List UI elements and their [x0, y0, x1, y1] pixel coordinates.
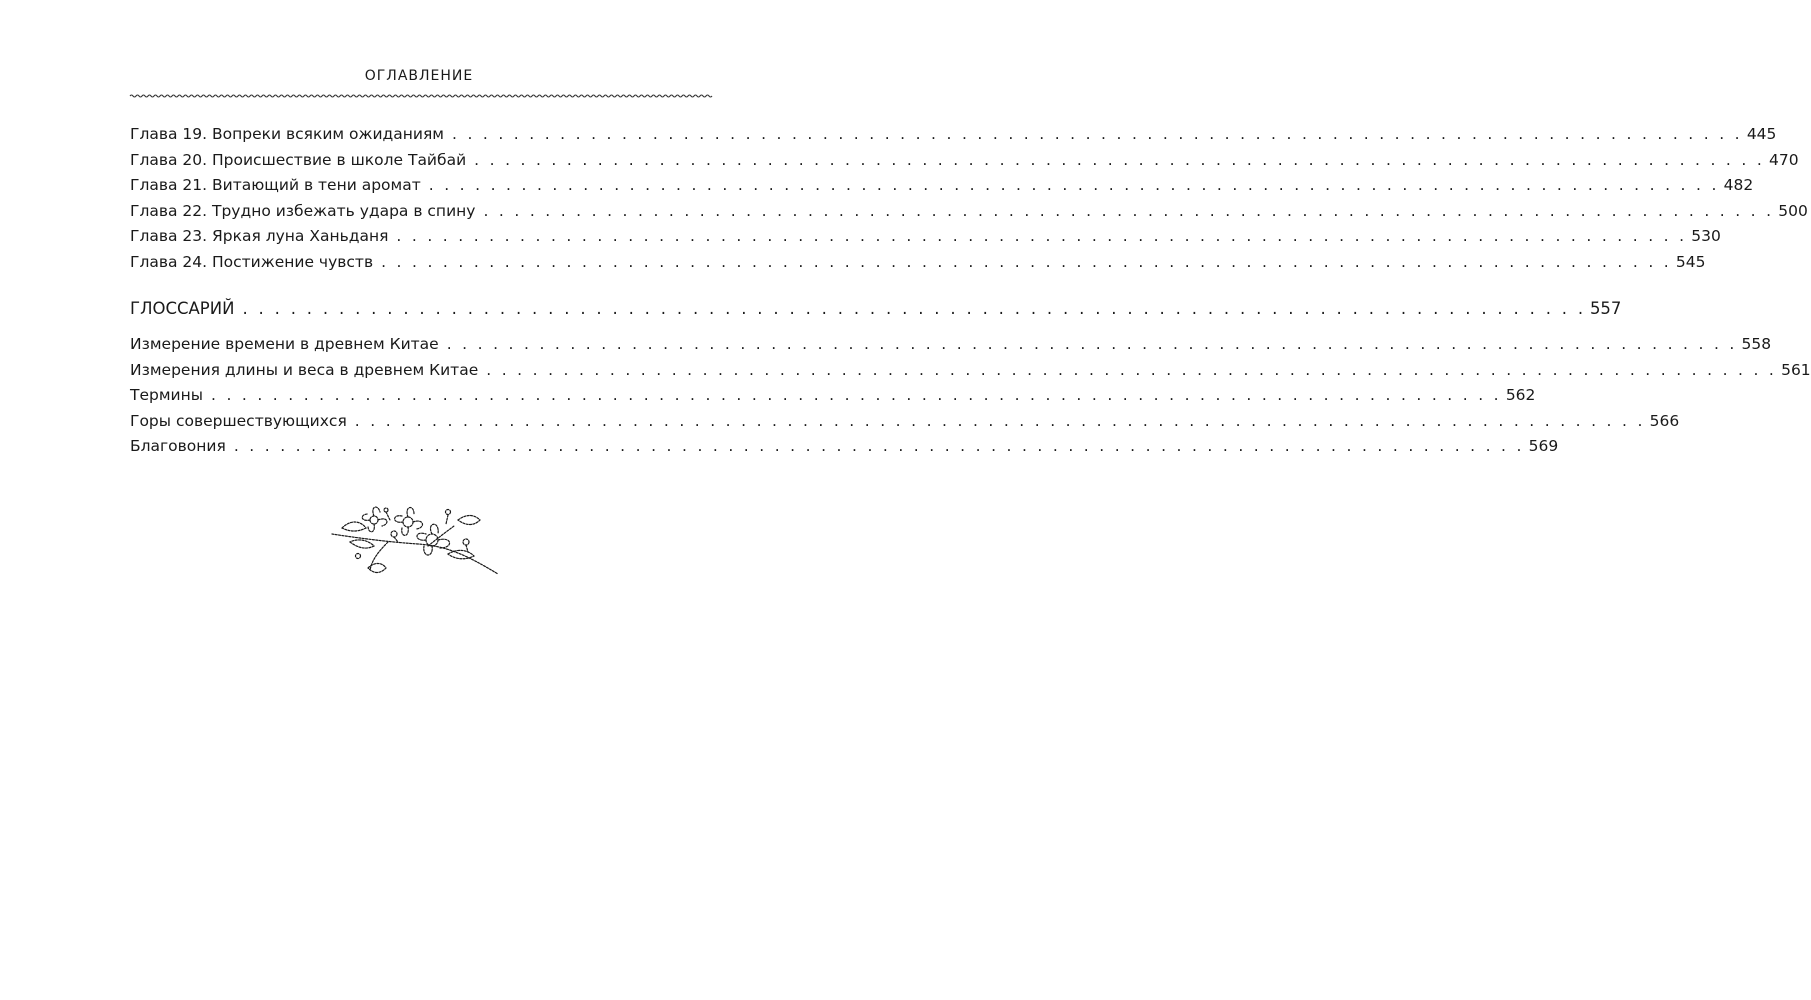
dot-leader: . . . . . . . . . . . . . . . . . . . . . . . . . . . . . . . . . . . . . . . . . . . . . . . . . . . . . . . . . . . . . . . . . . . . . . . . . . . . . . . . . . . .: [210, 386, 1502, 405]
glossary-item-title: Измерение времени в древнем Китае: [130, 335, 439, 353]
glossary-item-title: Измерения длины и веса в древнем Китае: [130, 360, 479, 379]
chapter-title: Глава 20. Происшествие в школе Тайбай: [130, 150, 467, 169]
chapter-title: Глава 19. Вопреки всяким ожиданиям: [130, 125, 444, 143]
page-number: 557: [1589, 299, 1622, 318]
dot-leader: . . . . . . . . . . . . . . . . . . . . . . . . . . . . . . . . . . . . . . . . . . . . . . . . . . . . . . . . . . . . . . . . . . . . . . . . . . . . . . . . . . . .: [451, 125, 1743, 143]
page-number: 566: [1649, 411, 1680, 430]
dot-leader: . . . . . . . . . . . . . . . . . . . . . . . . . . . . . . . . . . . . . . . . . . . . . . . . . . . . . . . . . . . . . . . . . . . . . . . . . . . . . . . . . . . .: [396, 227, 1687, 246]
glossary-item-title: Благовония: [130, 437, 226, 456]
toc-entry[interactable]: [130, 199, 1808, 225]
chapter-title: Глава 22. Трудно избежать удара в спину: [130, 201, 476, 220]
dot-leader: . . . . . . . . . . . . . . . . . . . . . . . . . . . . . . . . . . . . . . . . . . . . . . . . . . . . . . . . . . . . . . . . . . . . . . . . . . . . . . . . . . . .: [233, 437, 1525, 456]
toc-entry[interactable]: [130, 296, 1622, 322]
dot-leader: . . . . . . . . . . . . . . . . . . . . . . . . . . . . . . . . . . . . . . . . . . . . . . . . . . . . . . . . . . . . . . . . . . . . . . . . . . . . . . . . . . . .: [483, 201, 1774, 220]
wavy-divider: [130, 90, 708, 102]
chapter-list: [130, 122, 1808, 276]
dot-leader: . . . . . . . . . . . . . . . . . . . . . . . . . . . . . . . . . . . . . . . . . . . . . . . . . . . . . . . . . . . . . . . . . . . . . . . . . . . . . . . . . . . .: [381, 252, 1672, 271]
dot-leader: . . . . . . . . . . . . . . . . . . . . . . . . . . . . . . . . . . . . . . . . . . . . . . . . . . . . . . . . . . . . . . . . . . . . . . . . . . . . . . . . . . . .: [446, 335, 1738, 353]
page-number: 470: [1768, 150, 1799, 169]
page-number: 569: [1528, 437, 1559, 456]
page-number: 500: [1778, 201, 1808, 220]
page-number: 445: [1746, 125, 1777, 143]
dot-leader: . . . . . . . . . . . . . . . . . . . . . . . . . . . . . . . . . . . . . . . . . . . . . . . . . . . . . . . . . . . . . . . . . . . . . . . . . . . . . . . . . . . .: [428, 176, 1720, 195]
page-header: ОГЛАВЛЕНИЕ: [364, 68, 474, 84]
toc-entry[interactable]: [130, 122, 1777, 148]
toc-entry[interactable]: [130, 332, 1772, 358]
toc-entry[interactable]: [130, 383, 1536, 409]
glossary-list: [130, 332, 1811, 460]
toc-entry[interactable]: [130, 409, 1680, 435]
page-number: 530: [1691, 227, 1721, 246]
dot-leader: . . . . . . . . . . . . . . . . . . . . . . . . . . . . . . . . . . . . . . . . . . . . . . . . . . . . . . . . . . . . . . . . . . . . . . . . . . . . . . . . . . . .: [474, 150, 1765, 169]
chapter-title: Глава 24. Постижение чувств: [130, 252, 374, 271]
page-number: 558: [1741, 335, 1772, 353]
toc-entry[interactable]: [130, 250, 1706, 276]
page-number: 545: [1675, 252, 1706, 271]
toc-entry[interactable]: [130, 434, 1559, 460]
glossary-item-title: Термины: [130, 386, 203, 405]
chapter-title: Глава 21. Витающий в тени аромат: [130, 176, 421, 195]
toc-entry[interactable]: [130, 148, 1799, 174]
glossary-title: ГЛОССАРИЙ: [130, 299, 235, 318]
chapter-title: Глава 23. Яркая луна Ханьданя: [130, 227, 389, 246]
dot-leader: . . . . . . . . . . . . . . . . . . . . . . . . . . . . . . . . . . . . . . . . . . . . . . . . . . . . . . . . . . . . . . . . . . . . . . . . . . . . . . . . . . . .: [242, 299, 1586, 318]
page-number: 561: [1781, 360, 1811, 379]
page-number: 482: [1723, 176, 1754, 195]
toc-entry[interactable]: [130, 224, 1721, 250]
toc-entry[interactable]: [130, 173, 1754, 199]
glossary-section: [130, 296, 1622, 322]
page-number: 562: [1505, 386, 1536, 405]
flowering-branch-icon: [328, 498, 503, 580]
dot-leader: . . . . . . . . . . . . . . . . . . . . . . . . . . . . . . . . . . . . . . . . . . . . . . . . . . . . . . . . . . . . . . . . . . . . . . . . . . . . . . . . . . . .: [486, 360, 1777, 379]
glossary-item-title: Горы совершествующихся: [130, 411, 347, 430]
toc-entry[interactable]: [130, 358, 1811, 384]
dot-leader: . . . . . . . . . . . . . . . . . . . . . . . . . . . . . . . . . . . . . . . . . . . . . . . . . . . . . . . . . . . . . . . . . . . . . . . . . . . . . . . . . . . .: [354, 411, 1646, 430]
